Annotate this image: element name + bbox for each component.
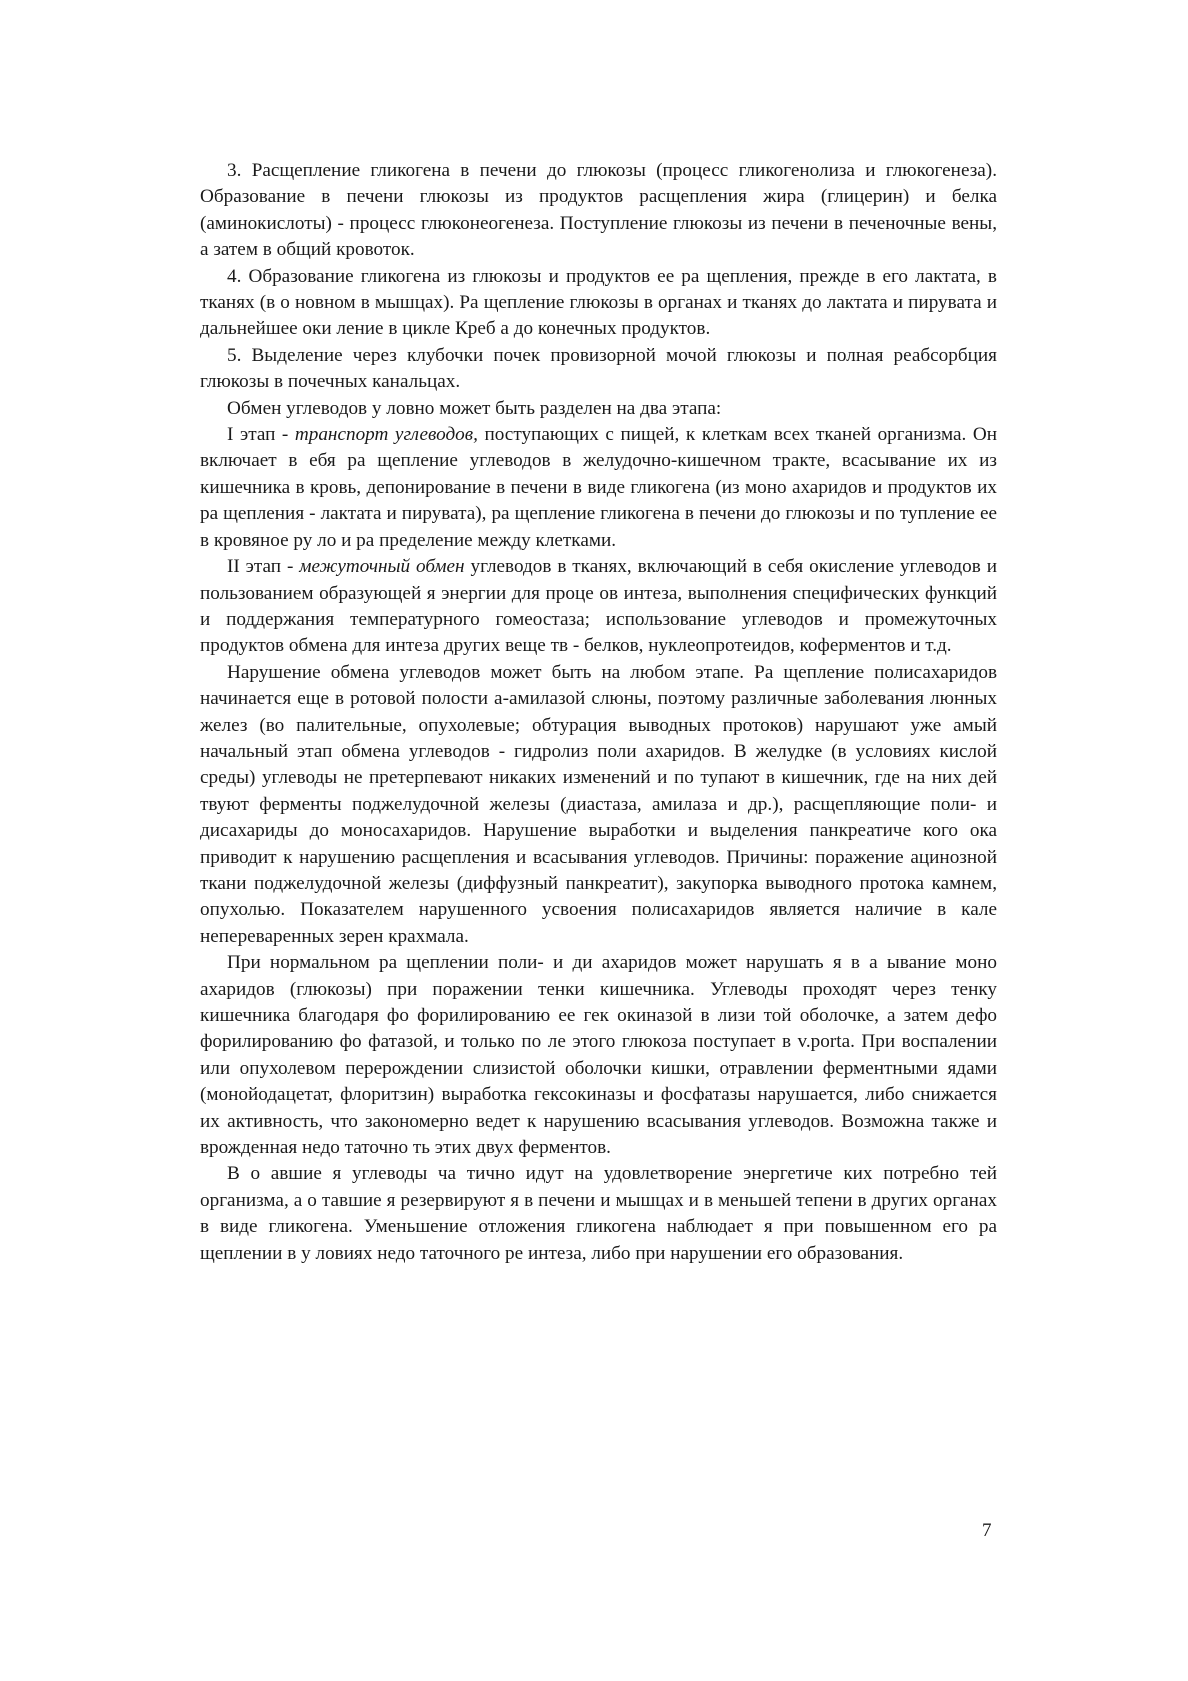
paragraph-text: 4. Образование гликогена из глюкозы и продуктов ее ра щепления, прежде в его лактата, в тканях (в о новном в мышцах). Ра щепление глюкозы в органах и тканях до лактата и пирувата и дальнейшее оки ление в цикле Креб а до конечных продуктов. <box>200 265 997 340</box>
stage-one-prefix: I этап - <box>227 424 295 446</box>
stage-one-text: поступающих с пищей, к клеткам всех тканей организма. Он включает в ебя ра щепление углеводов в желудочно-кишечном тракте, всасывание их из кишечника в кровь, депонирование в печени в виде гликогена (из моно ахаридов и продуктов их ра щепления - лактата и пирувата), ра щепление гликогена в печени до глюкозы и по тупление ее в кровяное ру ло и ра пределение между клетками. <box>200 424 998 551</box>
paragraph-text: При нормальном ра щеплении поли- и ди ахаридов может нарушать я в а ывание моно ахаридов (глюкозы) при поражении тенки кишечника. Углеводы проходят через тенку кишечника благодаря фо форилированию ее гек окиназой в лизи той оболочке, а затем дефо форилированию фо фатазой, и только по ле этого глюкоза поступает в v.porta. При воспалении или опухолевом перерождении слизистой оболочки кишки, отравлении ферментными ядами (монойодацетат, флоритзин) выработка гексокиназы и фосфатазы нарушается, либо снижается их активность, что закономерно ведет к нарушению всасывания углеводов. Возможна также и врожденная недо таточно ть этих двух ферментов. <box>200 952 997 1159</box>
stage-one-term: транспорт углеводов, <box>294 424 478 446</box>
paragraph-stage-two <box>200 554 997 660</box>
paragraph-glycogen <box>200 1161 997 1267</box>
paragraph-disorders <box>200 660 997 950</box>
paragraph-text: 5. Выделение через клубочки почек провизорной мочой глюкозы и полная реабсорбция глюкозы в почечных канальцах. <box>200 344 997 393</box>
paragraph-text: 3. Расщепление гликогена в печени до глюкозы (процесс гликогенолиза и глюкогенеза). Образование в печени глюкозы из продуктов расщепления жира (глицерин) и белка (аминокислоты) - процесс глюконеогенеза. Поступление глюкозы из печени в печеночные вены, а затем в общий кровоток. <box>200 160 997 261</box>
paragraph-item-5 <box>200 343 997 396</box>
page-number: 7 <box>982 1520 992 1541</box>
paragraph-stages-intro <box>200 396 997 422</box>
paragraph-absorption <box>200 950 997 1161</box>
stage-two-text: углеводов в тканях, включающий в себя окисление углеводов и пользованием образующей я энергии для проце ов интеза, выполнения специфических функций и поддержания температурного гомеостаза; использование углеводов и промежуточных продуктов обмена для интеза других веще тв - белков, нуклеопротеидов, коферментов и т.д. <box>200 556 997 657</box>
paragraph-stage-one <box>200 422 997 554</box>
stage-two-prefix: II этап - <box>227 556 300 578</box>
document-body <box>200 158 997 1267</box>
paragraph-text: Обмен углеводов у ловно может быть разделен на два этапа: <box>227 397 722 419</box>
paragraph-text: В о авшие я углеводы ча тично идут на удовлетворение энергетиче ких потребно тей организма, а о тавшие я резервируют я в печени и мышцах и в меньшей тепени в других органах в виде гликогена. Уменьшение отложения гликогена наблюдает я при повышенном его ра щеплении в у ловиях недо таточного ре интеза, либо при нарушении его образования. <box>200 1163 997 1264</box>
stage-two-term: межуточный обмен <box>299 556 465 578</box>
paragraph-text: Нарушение обмена углеводов может быть на любом этапе. Ра щепление полисахаридов начинается еще в ротовой полости a-амилазой слюны, поэтому различные заболевания люнных желез (во палительные, опухолевые; обтурация выводных протоков) нарушают уже амый начальный этап обмена углеводов - гидролиз поли ахаридов. В желудке (в условиях кислой среды) углеводы не претерпевают никаких изменений и по тупают в кишечник, где на них дей твуют ферменты поджелудочной железы (диастаза, амилаза и др.), расщепляющие поли- и дисахариды до моносахаридов. Нарушение выработки и выделения панкреатиче кого ока приводит к нарушению расщепления и всасывания углеводов. Причины: поражение ацинозной ткани поджелудочной железы (диффузный панкреатит), закупорка выводного протока камнем, опухолью. Показателем нарушенного усвоения полисахаридов является наличие в кале непереваренных зерен крахмала. <box>200 661 997 947</box>
paragraph-item-3 <box>200 158 997 264</box>
paragraph-item-4 <box>200 264 997 343</box>
